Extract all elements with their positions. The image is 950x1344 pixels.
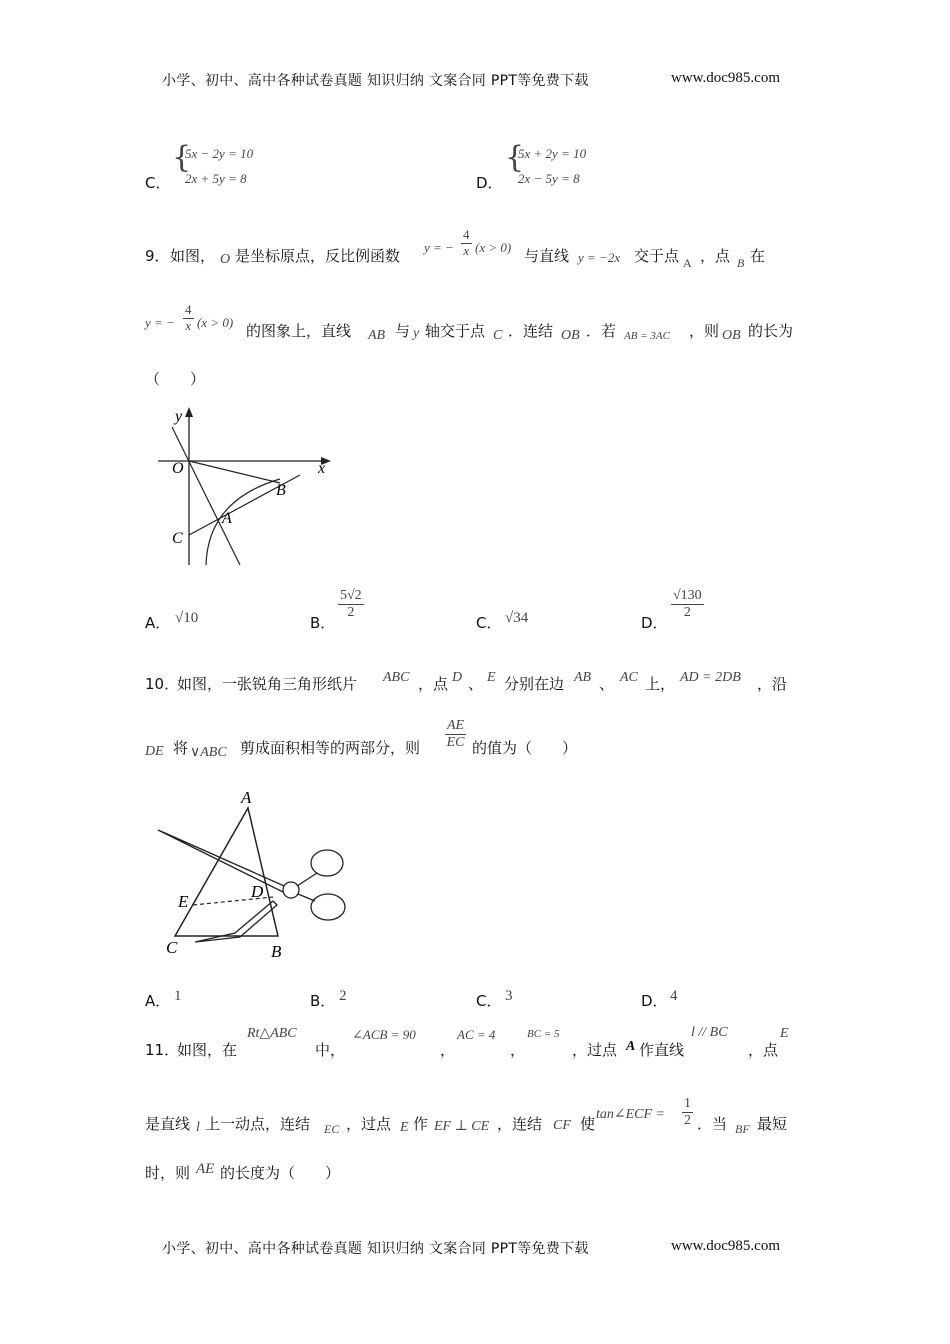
- q8-option-d-eq2: 2x − 5y = 8: [518, 171, 580, 186]
- q10-label-B: B: [271, 942, 282, 961]
- q10-ABC: ABC: [383, 670, 410, 685]
- q9-y-arrow: [185, 407, 193, 417]
- q9-text-4: 交于点: [634, 247, 680, 265]
- q9-text-8: 与: [395, 322, 411, 340]
- q10-E: E: [487, 670, 496, 685]
- q8-option-c-brace: {: [172, 140, 192, 175]
- q11-ac: AC = 4: [457, 1027, 496, 1042]
- q9-y: y: [413, 326, 420, 341]
- q9-func2-frac: [183, 303, 194, 334]
- q9-option-d-num: √130: [671, 588, 704, 605]
- q11-text-1: 如图，在: [177, 1041, 238, 1059]
- q9-text-1: 如图，: [170, 247, 216, 265]
- q9-OB-2: OB: [722, 328, 741, 343]
- q10-DE: DE: [145, 744, 164, 759]
- q10-number: 10．: [145, 675, 180, 693]
- q9-text-3: 与直线: [524, 247, 570, 265]
- q10-scissor-handle-2: [298, 894, 315, 901]
- q9-text-13: 的长为: [748, 322, 794, 340]
- q9-func-lhs: y = −: [424, 240, 454, 255]
- q11-EC: EC: [324, 1122, 340, 1136]
- q9-label-A: A: [222, 510, 232, 527]
- q9-option-a-label: A．: [145, 614, 171, 632]
- q9-answer-paren: （ ）: [145, 370, 206, 388]
- q10-text-3: 、: [468, 675, 484, 693]
- q11-bc: BC = 5: [527, 1028, 560, 1040]
- q10-AC: AC: [620, 670, 638, 685]
- q9-func-frac: [461, 228, 472, 259]
- q9-line-eq: y = −2x: [578, 250, 621, 265]
- page-footer-url[interactable]: www.doc985.com: [671, 1238, 781, 1254]
- q9-func2-den: x: [185, 317, 192, 333]
- q10-text-2: ，点: [418, 675, 449, 693]
- q9-option-d-label: D．: [641, 614, 668, 632]
- q11-rt-triangle: Rt△ABC: [247, 1026, 297, 1041]
- q9-text-2: 是坐标原点，反比例函数: [235, 247, 401, 265]
- q10-option-a-value: 1: [174, 988, 182, 1004]
- q11-tan-den: 2: [684, 1113, 691, 1129]
- q9-option-d-frac: [671, 588, 704, 621]
- q9-option-b-frac: [338, 588, 364, 621]
- q10-D: D: [452, 670, 463, 685]
- q8-option-d-eq1: 5x + 2y = 10: [518, 146, 587, 161]
- q10-label-D: D: [251, 882, 264, 901]
- q10-scissor-blade-1: [158, 830, 291, 893]
- q8-option-c-label: C．: [145, 174, 171, 192]
- q9-AB: AB: [368, 328, 386, 343]
- q8-option-d-brace: {: [505, 140, 525, 175]
- q9-number: 9．: [145, 247, 170, 265]
- q10-scissor-pivot: [283, 882, 299, 898]
- q10-option-d-value: 4: [670, 988, 678, 1004]
- q9-text-9: 轴交于点: [425, 322, 486, 340]
- q10-option-b-value: 2: [339, 988, 347, 1004]
- q11-text-12: ．当: [697, 1115, 728, 1133]
- q11-angle: ∠ACB = 90: [352, 1027, 416, 1042]
- q11-E: E: [780, 1026, 789, 1041]
- q9-option-b-num: 5√2: [338, 588, 364, 605]
- q11-tan: tan∠ECF =: [596, 1107, 666, 1122]
- q11-number: 11．: [145, 1041, 180, 1059]
- q10-option-c-value: 3: [505, 988, 513, 1004]
- q11-text-9: 作: [413, 1115, 429, 1133]
- q10-frac-num: AE: [445, 718, 466, 735]
- q9-option-c-label: C．: [476, 614, 502, 632]
- q11-text-11: 使: [580, 1115, 596, 1133]
- q10-text-1: 如图，一张锐角三角形纸片: [177, 675, 358, 693]
- q9-segment-OB: [189, 461, 280, 483]
- q9-text-10: ．连结: [508, 322, 554, 340]
- q10-option-b-label: B．: [310, 992, 336, 1010]
- q10-fraction: [445, 718, 466, 751]
- q11-text-4: 作直线: [639, 1041, 685, 1059]
- q10-text-5: 、: [599, 675, 615, 693]
- q10-option-d-label: D．: [641, 992, 668, 1010]
- q10-scissor-ring-2: [311, 894, 345, 920]
- q9-func2-num: 4: [185, 302, 192, 317]
- q11-text-3: ，过点: [572, 1041, 618, 1059]
- q10-scissor-ring-1: [311, 850, 343, 876]
- q11-text-5: ，点: [748, 1041, 779, 1059]
- q10-label-C: C: [166, 938, 178, 957]
- q9-text-7: 的图象上，直线: [246, 322, 352, 340]
- q11-CF: CF: [553, 1118, 571, 1133]
- q9-label-C: C: [172, 530, 183, 547]
- q11-sep-1: ，: [440, 1041, 456, 1059]
- q9-text-6: 在: [750, 247, 766, 265]
- q11-l: l: [196, 1120, 200, 1135]
- q11-BF: BF: [735, 1122, 750, 1136]
- q10-scissor-handle-1: [297, 873, 317, 886]
- q11-text-10: ，连结: [497, 1115, 543, 1133]
- q9-func-num: 4: [463, 227, 470, 242]
- q9-label-y: y: [175, 408, 183, 425]
- q9-option-b-label: B．: [310, 614, 336, 632]
- q11-l-parallel-bc: l // BC: [691, 1025, 728, 1040]
- q10-AB: AB: [574, 670, 592, 685]
- q10-figure: [145, 785, 365, 965]
- q10-frac-den: EC: [446, 735, 465, 751]
- q10-label-A: A: [241, 788, 252, 807]
- q9-option-a-value: √10: [175, 610, 199, 626]
- q9-label-O: O: [172, 460, 184, 477]
- page-header-url[interactable]: www.doc985.com: [671, 70, 781, 86]
- q9-func2-lhs: y = −: [145, 315, 175, 330]
- q10-text-10: 的值为（ ）: [472, 739, 578, 757]
- q10-text-9: 剪成面积相等的两部分，则: [240, 739, 421, 757]
- q11-tan-frac: [682, 1096, 693, 1129]
- q8-option-c-eq2: 2x + 5y = 8: [185, 171, 247, 186]
- q9-text-5: ，点: [700, 247, 731, 265]
- q8-option-d-label: D．: [476, 174, 503, 192]
- q9-option-b-den: 2: [347, 605, 355, 621]
- q11-tan-num: 1: [682, 1096, 693, 1113]
- q9-OB: OB: [561, 328, 580, 343]
- q9-option-d-den: 2: [683, 605, 691, 621]
- q10-text-8: 将: [173, 739, 189, 757]
- page-header-text: 小学、初中、高中各种试卷真题 知识归纳 文案合同 PPT等免费下载: [162, 73, 589, 89]
- q9-B: B: [737, 256, 745, 270]
- q10-text-6: 上，: [645, 675, 676, 693]
- q10-triangle: ∨ABC: [190, 745, 227, 760]
- q11-text-14: 时，则: [145, 1164, 191, 1182]
- q11-text-13: 最短: [757, 1115, 788, 1133]
- q11-text-15: 的长度为（ ）: [220, 1164, 341, 1182]
- q9-label-B: B: [276, 482, 286, 499]
- q9-func2-domain: (x > 0): [197, 315, 234, 330]
- q11-text-6: 是直线: [145, 1115, 191, 1133]
- q9-A: A: [683, 256, 692, 270]
- q9-label-x: x: [318, 460, 326, 477]
- q9-option-c-value: √34: [505, 610, 529, 626]
- q10-label-E: E: [178, 892, 189, 911]
- q9-condition: AB = 3AC: [624, 330, 670, 342]
- q10-text-7: ，沿: [757, 675, 788, 693]
- q9-text-11: ．若: [586, 322, 617, 340]
- q8-option-c-eq1: 5x − 2y = 10: [185, 146, 254, 161]
- q9-C: C: [493, 328, 503, 343]
- q11-text-8: ，过点: [346, 1115, 392, 1133]
- q9-O: O: [220, 252, 231, 267]
- q11-text-2: 中，: [315, 1041, 346, 1059]
- q9-func-domain: (x > 0): [475, 240, 512, 255]
- q11-AE: AE: [196, 1161, 215, 1177]
- q11-perp: EF ⊥ CE: [434, 1119, 490, 1134]
- q9-func-den: x: [463, 242, 470, 258]
- q11-sep-2: ，: [510, 1041, 526, 1059]
- q11-text-7: 上一动点，连结: [205, 1115, 311, 1133]
- q10-option-c-label: C．: [476, 992, 502, 1010]
- q11-A: A: [626, 1039, 636, 1054]
- q10-option-a-label: A．: [145, 992, 171, 1010]
- q10-condition: AD = 2DB: [680, 670, 741, 685]
- q11-E-2: E: [400, 1120, 409, 1135]
- q9-figure: [150, 405, 340, 570]
- q10-text-4: 分别在边: [504, 675, 565, 693]
- page-footer-text: 小学、初中、高中各种试卷真题 知识归纳 文案合同 PPT等免费下载: [162, 1241, 589, 1257]
- q9-text-12: ，则: [689, 322, 720, 340]
